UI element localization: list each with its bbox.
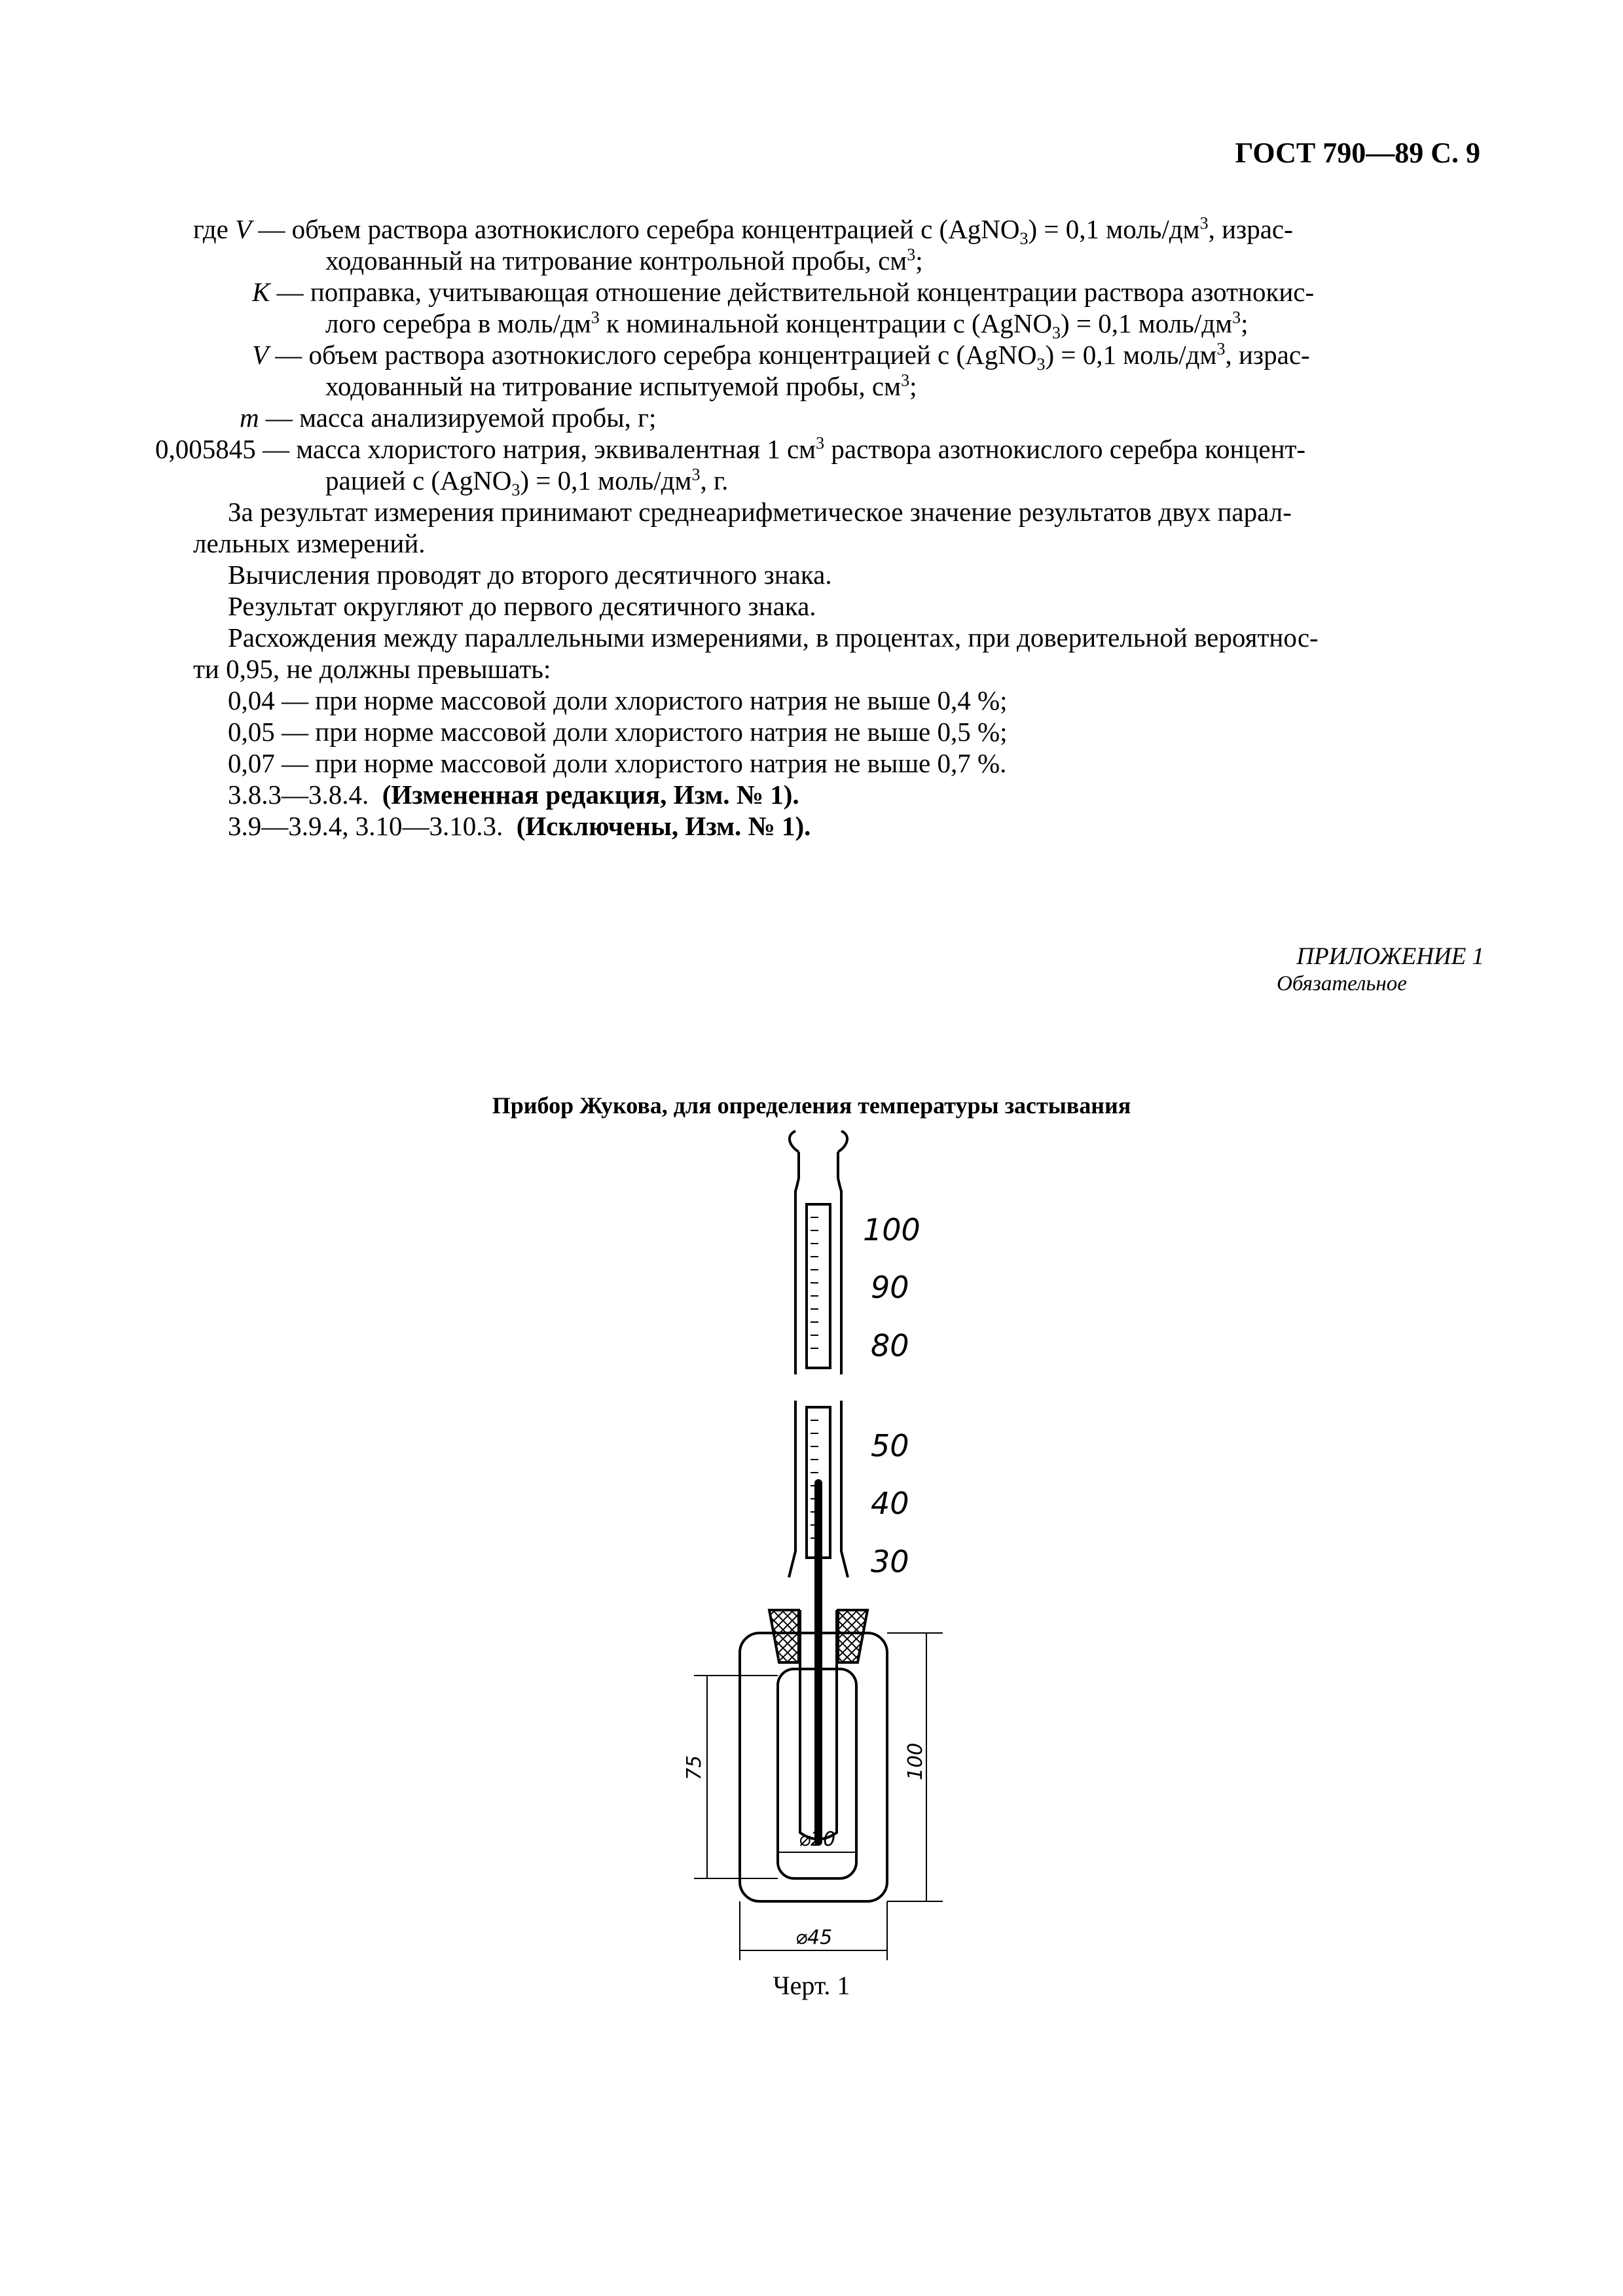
text: поправка, учитывающая отношение действительной концентрации раствора азотнокис- [310,277,1315,307]
text: , израс- [1225,340,1310,370]
dim-height-100: 100 [904,1742,927,1780]
text: ) = 0,1 моль/дм [520,465,692,495]
text: ходованный на титрование контрольной пробы, см [325,245,907,276]
thermometer-loop [790,1131,847,1152]
definition-k-line2 [325,308,1249,343]
text: масса хлористого натрия, эквивалентная 1 см [296,434,816,464]
symbol-m: m [240,403,259,433]
constant: 0,005845 [155,434,256,464]
subscript: 3 [1019,229,1029,249]
dim-inner-diameter: ⌀20 [799,1828,836,1851]
symbol-v: V [235,214,252,244]
text: лого серебра в моль/дм [325,308,591,338]
list-item: 0,07 — при норме массовой доли хлористого натрия не выше 0,7 %. [228,748,1007,778]
superscript: 3 [1232,308,1241,327]
figure-caption: Черт. 1 [773,1971,850,2000]
text: объем раствора азотнокислого серебра концентрацией с (AgNO [308,340,1037,370]
scale-label: 100 [863,1212,921,1247]
paragraph-calc: Вычисления проводят до второго десятичного знака. [228,560,832,590]
paragraph-result-cont: лельных измерений. [193,528,426,558]
superscript: 3 [816,433,825,453]
definition-v1-line1 [193,213,1293,249]
superscript: 3 [901,370,910,390]
scale-label: 80 [871,1328,909,1363]
scale-label: 50 [871,1428,909,1463]
figure-title: Прибор Жукова, для определения температуры застывания [492,1092,1131,1119]
dash: — [270,277,310,307]
scale-upper [807,1204,830,1368]
text: к номинальной концентрации с (AgNO [599,308,1053,338]
revision-note [228,779,799,810]
appendix-title: ПРИЛОЖЕНИЕ 1 [1296,943,1484,970]
text: ) = 0,1 моль/дм [1028,214,1200,244]
vessel-outer [740,1633,887,1901]
text: ; [909,371,917,401]
definition-k-line1 [252,276,1314,308]
superscript: 3 [591,308,600,327]
text: объем раствора азотнокислого серебра концентрацией с (AgNO [291,214,1020,244]
revision-note [228,810,811,842]
superscript: 3 [1216,339,1226,359]
text: ; [1241,308,1249,338]
definition-v2-line2 [325,370,917,402]
symbol-v: V [252,340,269,370]
text: , израс- [1208,214,1293,244]
definition-constant-line1 [155,433,1305,465]
scale-label: 90 [871,1270,909,1305]
superscript: 3 [1199,213,1209,233]
dim-outer-diameter: ⌀45 [795,1926,833,1949]
scale-label: 40 [871,1486,909,1521]
text: рацией с (AgNO [325,465,512,495]
paragraph-round: Результат округляют до первого десятичного знака. [228,591,816,621]
text: раствора азотнокислого серебра концент- [824,434,1306,464]
list-item: 0,05 — при норме массовой доли хлористого натрия не выше 0,5 %; [228,717,1008,747]
text: масса анализируемой пробы, г; [299,403,657,433]
paragraph-discrepancy: Расхождения между параллельными измерениями, в процентах, при доверительной вероятнос- [228,622,1319,653]
clause-number: 3.8.3—3.8.4. [228,780,369,810]
definition-v1-line2 [325,245,923,276]
text: , г. [700,465,729,495]
list-item: 0,04 — при норме массовой доли хлористого натрия не выше 0,4 %; [228,685,1008,715]
stopper [769,1610,799,1662]
dim-height-75: 75 [683,1755,706,1780]
text: ходованный на титрование испытуемой пробы, см [325,371,902,401]
subscript: 3 [1052,323,1061,343]
superscript: 3 [907,245,916,264]
superscript: 3 [691,465,701,484]
dash: — [259,403,300,433]
dash: — [255,434,297,464]
paragraph-result: За результат измерения принимают среднеарифметическое значение результатов двух парал- [228,497,1292,527]
text: ; [915,245,923,276]
text: ) = 0,1 моль/дм [1045,340,1217,370]
mercury-column [814,1479,822,1846]
paragraph-discrepancy-cont: ти 0,95, не должны превышать: [193,654,551,684]
revision-label: (Измененная редакция, Изм. № 1). [382,780,799,810]
zhukov-apparatus-drawing [655,1126,982,2042]
page-header: ГОСТ 790—89 С. 9 [1235,137,1480,169]
dash: — [251,214,292,244]
definition-m [240,402,656,433]
definition-constant-line2 [325,465,729,500]
definition-lead: где [193,214,228,244]
thermometer-upper-tube [795,1152,841,1374]
subscript: 3 [1036,355,1046,374]
definition-v2-line1 [252,339,1310,374]
dash: — [268,340,309,370]
symbol-k: K [252,277,270,307]
subscript: 3 [511,480,520,500]
scale-label: 30 [871,1544,909,1579]
clause-number: 3.9—3.9.4, 3.10—3.10.3. [228,811,503,841]
text: ) = 0,1 моль/дм [1061,308,1233,338]
stopper [838,1610,867,1662]
revision-label: (Исключены, Изм. № 1). [516,811,811,841]
appendix-subtitle: Обязательное [1277,972,1407,996]
